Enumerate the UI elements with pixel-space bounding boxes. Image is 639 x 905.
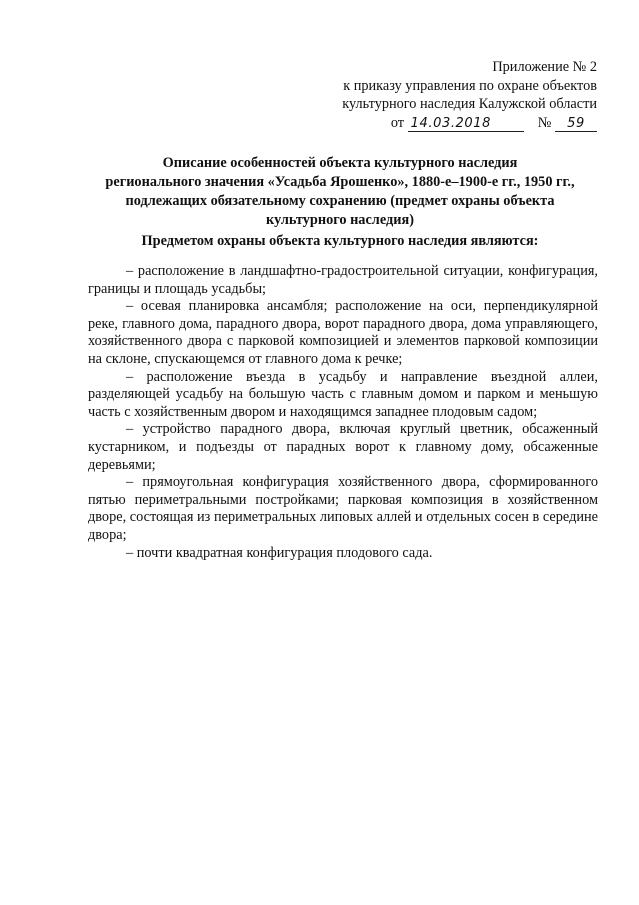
title-line-3: подлежащих обязательному сохранению (предмет охраны объекта — [125, 193, 555, 209]
date-number-line — [342, 114, 597, 133]
list-item: – осевая планировка ансамбля; расположение на оси, перпендикулярной реке, главного дома, парадного двора, ворот парадного двора, дома управляющего, хозяйственного двора с парковой композицией и элементов парковой композиции на склоне, спускающемся от главного дома к речке; — [88, 298, 598, 367]
title-line-1: Описание особенностей объекта культурного наследия — [162, 155, 518, 171]
list-item: – устройство парадного двора, включая круглый цветник, обсаженный кустарником, и подъезды от парадных ворот к главному дому, обсаженные деревьями; — [88, 421, 598, 473]
list-item: – расположение въезда в усадьбу и направление въездной аллеи, разделяющей усадьбу на большую часть с главным домом и парком и меньшую часть с хозяйственным двором и находящимся западнее плодовым садом; — [88, 368, 598, 420]
appendix-label: Приложение № 2 — [492, 59, 597, 75]
list-item: – прямоугольная конфигурация хозяйственного двора, сформированного пятью периметральными постройками; парковая композиция в хозяйственном дворе, состоящая из периметральных липовых аллей и отдельных сосен в середине двора; — [88, 474, 598, 543]
number-prefix: № — [537, 114, 552, 131]
document-title — [80, 154, 600, 230]
title-line-4: культурного наследия) — [266, 212, 414, 228]
authority-line: культурного наследия Калужской области — [342, 96, 597, 112]
section-heading: Предметом охраны объекта культурного наследия являются: — [141, 233, 539, 249]
date-prefix: от — [390, 114, 405, 131]
title-line-2: регионального значения «Усадьба Ярошенко», 1880-е–1900-е гг., 1950 гг., — [105, 174, 575, 190]
list-item: – почти квадратная конфигурация плодового сада. — [126, 544, 433, 561]
appendix-header — [342, 58, 597, 132]
handwritten-date: 14.03.2018 — [408, 116, 524, 132]
order-reference-line: к приказу управления по охране объектов — [343, 77, 597, 94]
protection-items-list — [88, 263, 598, 562]
handwritten-number: 59 — [555, 116, 597, 132]
list-item: – расположение в ландшафтно-градостроительной ситуации, конфигурация, границы и площадь усадьбы; — [88, 263, 598, 297]
